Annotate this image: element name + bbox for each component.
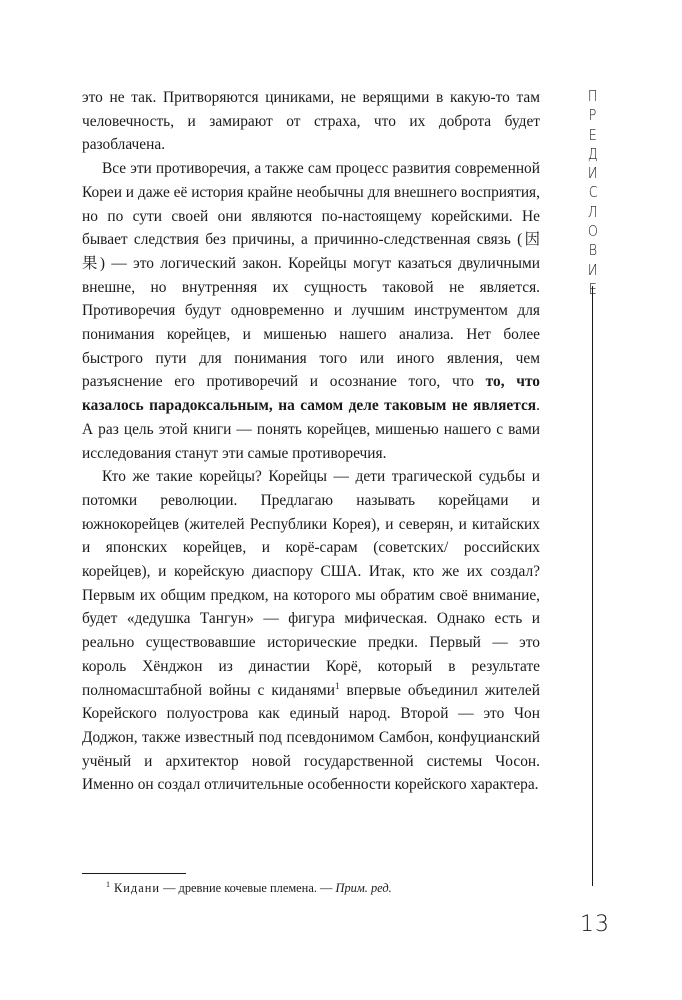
text-run: Кто же такие корейцы? Корейцы — дети трагической судьбы и потомки революции. Предлагаю называть корейцами и южнокорейцев (жителей Республики Корея), и северян, и китайских и японских корейцев, и корё-сарам (советских/ российских корейцев), и корейскую диаспору США. Итак, кто же их создал? Первым их общим предком, на которого мы обратим своё внимание, будет «дедушка Тангун» — фигура мифическая. Однако есть и реально существовавшие исторические предки. Первый — это король Хёнджон из династии Корё, который в результате полномасштабной войны с киданями: [82, 468, 540, 699]
section-letter: И: [588, 164, 598, 183]
section-letter: Р: [589, 106, 597, 125]
section-title-vertical: [582, 87, 604, 299]
paragraph: [82, 157, 540, 465]
section-letter: О: [587, 222, 599, 241]
section-letter: В: [588, 241, 598, 260]
text-run: . А раз цель этой книги — понять корейцев, мишенью нашего с вами исследования станут эти самые противоречия.: [82, 397, 540, 462]
page-number: 13: [580, 912, 610, 937]
margin-rule: [592, 286, 593, 886]
section-letter: И: [588, 260, 598, 279]
text-run: Все эти противоречия, а также сам процесс развития современной Кореи и даже её история крайне необычны для внешнего восприятия, но по сути своей они являются по-настоящему корейскими. Не бывает следствия без причины, а причинно-следственная связь (因果) — это логический закон. Корейцы могут казаться двуличными внешне, но внутренняя их сущность таковой не является. Противоречия будут одновременно и лучшим инструментом для понимания корейцев, и мишенью нашего анализа. Нет более быстрого пути для понимания того или иного явления, чем разъяснение его противоречий и осознание того, что: [82, 160, 540, 391]
bold-phrase: то, что казалось парадоксальным, на самом деле таковым не является: [82, 373, 540, 415]
section-letter: Л: [588, 202, 598, 221]
text-run: это не так. Притворяются циниками, не верящими в какую-то там человечность, и замирают от страха, что их доброта будет разоблачена.: [82, 89, 540, 154]
footnote-ref: 1: [335, 680, 340, 691]
footnote-term: Кидани: [114, 881, 160, 895]
section-letter: С: [588, 183, 598, 202]
text-run: впервые объединил жителей Корейского полуострова как единый народ. Второй — это Чон Доджон, также известный под псевдонимом Самбон, конфуцианский учёный и архитектор новой государственной системы Чосон. Именно он создал отличительные особенности корейского характера.: [82, 681, 541, 794]
main-text: [82, 86, 540, 797]
section-letter: Е: [588, 279, 598, 298]
footnote-separator: [82, 873, 186, 874]
section-letter: П: [588, 87, 598, 105]
paragraph: [82, 465, 540, 797]
footnote-number: 1: [106, 880, 110, 889]
footnote-editor-note: Прим. ред.: [335, 881, 392, 895]
paragraph: [82, 86, 540, 157]
footnote-text: — древние кочевые племена. —: [159, 881, 336, 895]
section-letter: Е: [588, 125, 598, 144]
footnote: [106, 880, 526, 896]
section-letter: Д: [588, 144, 598, 163]
